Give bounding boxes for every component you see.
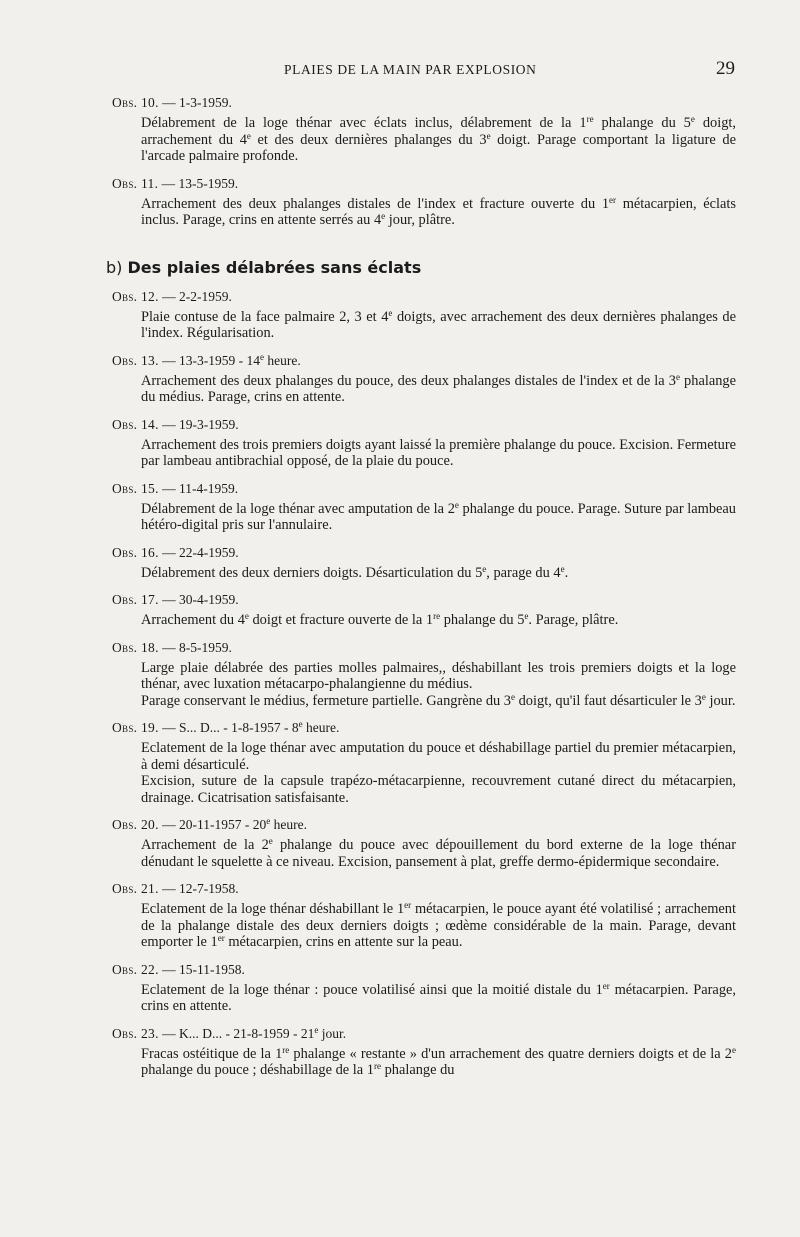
superscript: re	[433, 611, 441, 621]
running-title: PLAIES DE LA MAIN PAR EXPLOSION	[284, 62, 537, 77]
observation-date: — 30-4-1959.	[158, 592, 239, 607]
observation-number: Obs. 14.	[112, 416, 159, 432]
observation-body	[141, 196, 736, 229]
observation-text: Arrachement du 4e doigt et fracture ouverte de la 1re phalange du 5e. Parage, plâtre.	[141, 611, 619, 628]
observation-header	[112, 175, 736, 193]
observation-text: Eclatement de la loge thénar déshabillant le 1er métacarpien, le pouce ayant été volatilisé ; arrachement de la phalange distale des deux derniers doigts ; œdème considérable de la main. Parage, devant emporter le 1er métacarpien, crins en attente sur la peau.	[141, 900, 736, 950]
observation-text: Arrachement des deux phalanges du pouce, des deux phalanges distales de l'index et de la 3e phalange du médius. Parage, crins en attente.	[141, 371, 736, 405]
observation-list-b	[112, 288, 736, 1079]
superscript: e	[511, 691, 516, 702]
superscript: e	[388, 307, 393, 318]
observation-date: — 19-3-1959.	[158, 416, 239, 432]
observation-number: Obs. 11.	[112, 175, 159, 191]
section-title: Des plaies délabrées sans éclats	[127, 257, 422, 277]
superscript: re	[282, 1044, 290, 1055]
superscript: er	[217, 933, 225, 943]
observation-header	[112, 591, 736, 609]
section-heading-b	[106, 258, 736, 278]
observation-date: — 13-5-1959.	[158, 175, 239, 191]
superscript: e	[454, 499, 459, 510]
superscript: e	[246, 130, 251, 141]
observation-date: — 2-2-1959.	[158, 288, 232, 304]
observation-header	[112, 880, 736, 898]
observation-text: Eclatement de la loge thénar : pouce volatilisé ainsi que la moitié distale du 1er métacarpien. Parage, crins en attente.	[141, 980, 737, 1014]
observation-number: Obs. 18.	[112, 639, 159, 655]
observation-body	[141, 115, 736, 165]
observation-list-a	[112, 94, 736, 229]
observation-number: Obs. 19.	[112, 720, 159, 735]
superscript: e	[268, 836, 273, 846]
observation-date: — 22-4-1959.	[158, 544, 239, 560]
observation-body	[141, 1046, 736, 1079]
observation	[112, 416, 736, 470]
observation-text: Large plaie délabrée des parties molles palmaires,, déshabillant les trois premiers doigts et la loge thénar, avec luxation métacarpo-phalangienne du médius.	[141, 659, 736, 692]
observation-body	[141, 309, 736, 342]
observation	[112, 961, 736, 1015]
observation-number: Obs. 16.	[112, 544, 159, 560]
observation-number: Obs. 20.	[112, 817, 159, 832]
observation-body	[141, 373, 736, 406]
superscript: er	[602, 980, 610, 991]
observation-date: — 15-11-1958.	[158, 961, 245, 977]
observation	[112, 94, 736, 165]
superscript: er	[609, 194, 617, 205]
page-header	[0, 58, 800, 82]
observation-body	[141, 837, 736, 870]
superscript: re	[373, 1061, 381, 1071]
observation-header	[112, 94, 736, 112]
observation-header	[112, 416, 736, 434]
observation-date: — 13-3-1959 - 14e heure.	[158, 351, 301, 368]
observation-text: Plaie contuse de la face palmaire 2, 3 et 4e doigts, avec arrachement des deux dernières phalanges de l'index. Régularisation.	[141, 307, 736, 341]
observation-number: Obs. 17.	[112, 592, 159, 607]
observation-header	[112, 639, 736, 657]
observation-date: — 1-3-1959.	[158, 95, 232, 110]
observation-date: — 12-7-1958.	[158, 881, 239, 896]
superscript: e	[381, 211, 386, 221]
superscript: e	[244, 611, 249, 621]
observation-text: Arrachement des trois premiers doigts ayant laissé la première phalange du pouce. Excision. Fermeture par lambeau antibrachial opposé, de la plaie du pouce.	[141, 436, 736, 469]
observation-header	[112, 288, 736, 306]
page-number: 29	[716, 58, 735, 79]
superscript: e	[690, 114, 695, 124]
observation-number: Obs. 12.	[112, 288, 159, 304]
observation-body	[141, 501, 736, 534]
superscript: e	[482, 563, 487, 574]
observation	[112, 816, 736, 870]
observation-text: Eclatement de la loge thénar avec amputation du pouce et déshabillage partiel du premier métacarpien, à demi désarticulé.	[141, 740, 736, 773]
section-letter: b)	[106, 257, 123, 277]
observation-date: — 20-11-1957 - 20e heure.	[158, 816, 308, 832]
superscript: e	[701, 691, 706, 702]
superscript: e	[260, 351, 265, 362]
observation	[112, 544, 736, 582]
superscript: e	[486, 130, 491, 141]
observation-text: Arrachement de la 2e phalange du pouce avec dépouillement du bord externe de la loge thénar dénudant le squelette à ce niveau. Excision, pansement à plat, greffe dermo-épidermique secondaire.	[141, 836, 736, 870]
observation-header	[112, 480, 736, 498]
superscript: er	[404, 900, 412, 910]
superscript: e	[266, 816, 271, 826]
superscript: e	[560, 563, 565, 574]
superscript: re	[586, 114, 594, 124]
observation-header	[112, 719, 736, 737]
observation-header	[112, 816, 736, 834]
observation-text: Délabrement des deux derniers doigts. Désarticulation du 5e, parage du 4e.	[141, 563, 569, 581]
observation-body	[141, 901, 736, 951]
observation-body	[141, 612, 736, 629]
observation-text: Parage conservant le médius, fermeture partielle. Gangrène du 3e doigt, qu'il faut désarticuler le 3e jour.	[141, 691, 736, 709]
page-content	[106, 94, 737, 1089]
observation-text: Excision, suture de la capsule trapézo-métacarpienne, recouvrement cutané direct du métacarpien, drainage. Cicatrisation satisfaisante.	[141, 773, 736, 806]
observation-header	[112, 544, 736, 562]
observation	[112, 591, 736, 629]
observation-body	[141, 660, 736, 710]
observation	[112, 480, 736, 534]
observation-date: — S... D... - 1-8-1957 - 8e heure.	[158, 719, 340, 735]
observation-header	[112, 961, 736, 979]
observation-number: Obs. 23.	[112, 1025, 159, 1041]
observation-date: — K... D... - 21-8-1959 - 21e jour.	[158, 1024, 347, 1041]
observation	[112, 880, 736, 951]
observation-body	[141, 565, 736, 582]
superscript: e	[298, 719, 303, 729]
superscript: e	[731, 1044, 736, 1055]
observation-header	[112, 352, 736, 370]
superscript: e	[524, 611, 529, 621]
observation-text: Fracas ostéitique de la 1re phalange « restante » d'un arrachement des quatre derniers doigts et de la 2e phalange du pouce ; déshabillage de la 1re phalange du	[141, 1044, 736, 1078]
observation	[112, 175, 736, 229]
observation-body	[141, 437, 736, 470]
observation-text: Délabrement de la loge thénar avec éclats inclus, délabrement de la 1re phalange du 5e doigt, arrachement du 4e et des deux dernières phalanges du 3e doigt. Parage comportant la ligature de l'arcade palmaire profonde.	[141, 114, 736, 164]
observation-header	[112, 1025, 736, 1043]
observation-body	[141, 982, 736, 1015]
observation-number: Obs. 10.	[112, 95, 159, 110]
observation-number: Obs. 15.	[112, 480, 159, 496]
observation	[112, 288, 736, 342]
observation-number: Obs. 13.	[112, 352, 159, 368]
observation	[112, 639, 736, 710]
observation-date: — 11-4-1959.	[158, 480, 239, 496]
observation-text: Arrachement des deux phalanges distales de l'index et fracture ouverte du 1er métacarpien, éclats inclus. Parage, crins en attente serrés au 4e jour, plâtre.	[141, 194, 736, 228]
observation	[112, 1025, 736, 1079]
observation	[112, 352, 736, 406]
observation-text: Délabrement de la loge thénar avec amputation de la 2e phalange du pouce. Parage. Suture par lambeau hétéro-digital pris sur l'annulaire.	[141, 499, 736, 533]
observation-number: Obs. 21.	[112, 881, 159, 896]
observation-date: — 8-5-1959.	[158, 639, 232, 655]
observation	[112, 719, 736, 806]
observation-number: Obs. 22.	[112, 961, 159, 977]
superscript: e	[314, 1024, 319, 1035]
observation-body	[141, 740, 736, 806]
superscript: e	[675, 371, 680, 382]
